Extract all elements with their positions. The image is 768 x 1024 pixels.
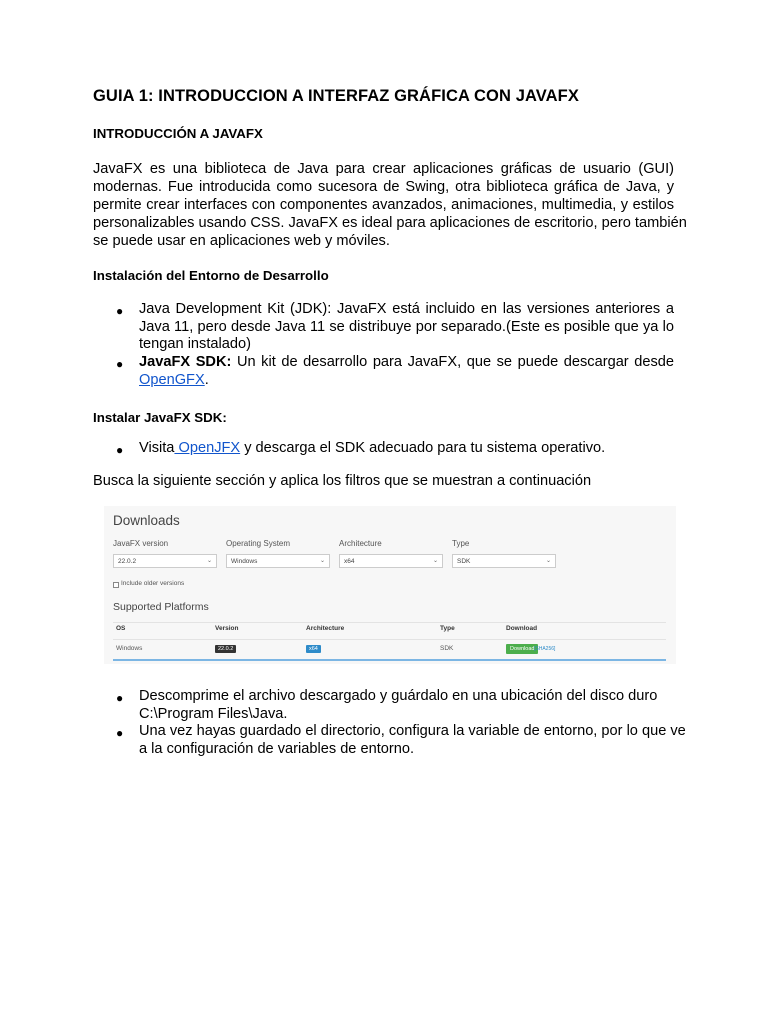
column-header: Architecture (306, 625, 345, 632)
bullet-line: a la configuración de variables de entorno. (139, 740, 415, 757)
version-select[interactable] (113, 554, 217, 568)
filter-label-architecture: Architecture (339, 539, 382, 548)
architecture-select[interactable] (339, 554, 443, 568)
select-value: SDK (457, 558, 471, 565)
type-select[interactable] (452, 554, 556, 568)
select-value: 22.0.2 (118, 558, 137, 565)
bullet-line: C:\Program Files\Java. (139, 705, 288, 722)
table-header (113, 622, 666, 640)
opengfx-link[interactable]: OpenGFX (139, 371, 205, 388)
chevron-down-icon: ⌄ (545, 558, 551, 564)
bullet-icon: ● (116, 304, 124, 318)
column-header: Type (440, 625, 455, 632)
bullet-line: Java Development Kit (JDK): JavaFX está incluido en las versiones anteriores a (139, 301, 674, 317)
column-header: Version (215, 625, 239, 632)
version-badge: 22.0.2 (215, 645, 236, 653)
filter-label-os: Operating System (226, 539, 291, 548)
intro-paragraph (93, 160, 687, 250)
filter-label-version: JavaFX version (113, 539, 169, 548)
section-heading-install-sdk: Instalar JavaFX SDK: (93, 410, 227, 425)
row-underline (113, 659, 666, 661)
sha256-link[interactable]: [SHA256] (534, 646, 556, 652)
download-button[interactable]: Download (506, 644, 538, 654)
os-select[interactable] (226, 554, 330, 568)
bullet-unzip (139, 688, 674, 723)
select-value: x64 (344, 558, 355, 565)
bullet-javafx-sdk (139, 354, 674, 389)
row-type: SDK (440, 645, 454, 652)
select-value: Windows (231, 558, 258, 565)
supported-platforms-heading: Supported Platforms (113, 601, 209, 613)
column-header: OS (116, 625, 126, 632)
bullet-icon: ● (116, 443, 124, 457)
column-header: Download (506, 625, 538, 632)
bullet-line: tengan instalado) (139, 336, 251, 352)
section-heading-install: Instalación del Entorno de Desarrollo (93, 268, 329, 283)
filter-instruction: Busca la siguiente sección y aplica los filtros que se muestran a continuación (93, 473, 592, 489)
page-title: GUIA 1: INTRODUCCION A INTERFAZ GRÁFICA CON JAVAFX (93, 87, 579, 105)
downloads-heading: Downloads (113, 513, 180, 528)
section-heading-intro: INTRODUCCIÓN A JAVAFX (93, 126, 263, 141)
older-versions-label: Include older versions (121, 580, 185, 587)
bullet-line: Java 11, pero desde Java 11 se distribuye por separado.(Este es posible que ya lo (139, 318, 674, 335)
chevron-down-icon: ⌄ (432, 558, 438, 564)
chevron-down-icon: ⌄ (319, 558, 325, 564)
bullet-line (139, 372, 674, 390)
architecture-badge: x64 (306, 645, 321, 653)
bullet-line: Una vez hayas guardado el directorio, configura la variable de entorno, por lo que ve (139, 723, 686, 739)
filter-label-type: Type (452, 539, 470, 548)
bullet-icon: ● (116, 357, 124, 371)
intro-line: se puede usar en aplicaciones web y móviles. (93, 233, 390, 249)
bullet-icon: ● (116, 726, 124, 740)
bullet-line: Descomprime el archivo descargado y guárdalo en una ubicación del disco duro (139, 688, 658, 704)
intro-line: personalizables usando CSS. JavaFX es ideal para aplicaciones de escritorio, pero también (93, 215, 687, 231)
bold-label: JavaFX SDK: (139, 354, 232, 370)
bullet-text: y descarga el SDK adecuado para tu sistema operativo. (240, 440, 606, 456)
bullet-text: Un kit de desarrollo para JavaFX, que se puede descargar desde (231, 354, 675, 370)
bullet-line (139, 440, 674, 458)
intro-line: modernas. Fue introducida como sucesora de Swing, otra biblioteca gráfica de Java, y (93, 179, 674, 195)
bullet-jdk (139, 301, 674, 354)
intro-line: JavaFX es una biblioteca de Java para crear aplicaciones gráficas de usuario (GUI) (93, 161, 674, 177)
bullet-visit-openjfx (139, 440, 674, 458)
older-versions-checkbox[interactable] (113, 582, 119, 588)
chevron-down-icon: ⌄ (206, 558, 212, 564)
bullet-env-variable (139, 723, 686, 758)
downloads-screenshot (104, 506, 676, 664)
intro-line: permite crear interfaces con componentes avanzados, animaciones, multimedia, y estilos (93, 197, 674, 213)
bullet-line (139, 354, 674, 372)
bullet-icon: ● (116, 691, 124, 705)
bullet-text: Visita (139, 440, 175, 456)
openjfx-link[interactable]: OpenJFX (174, 440, 241, 456)
bullet-text: . (204, 371, 209, 388)
row-os: Windows (116, 645, 143, 652)
